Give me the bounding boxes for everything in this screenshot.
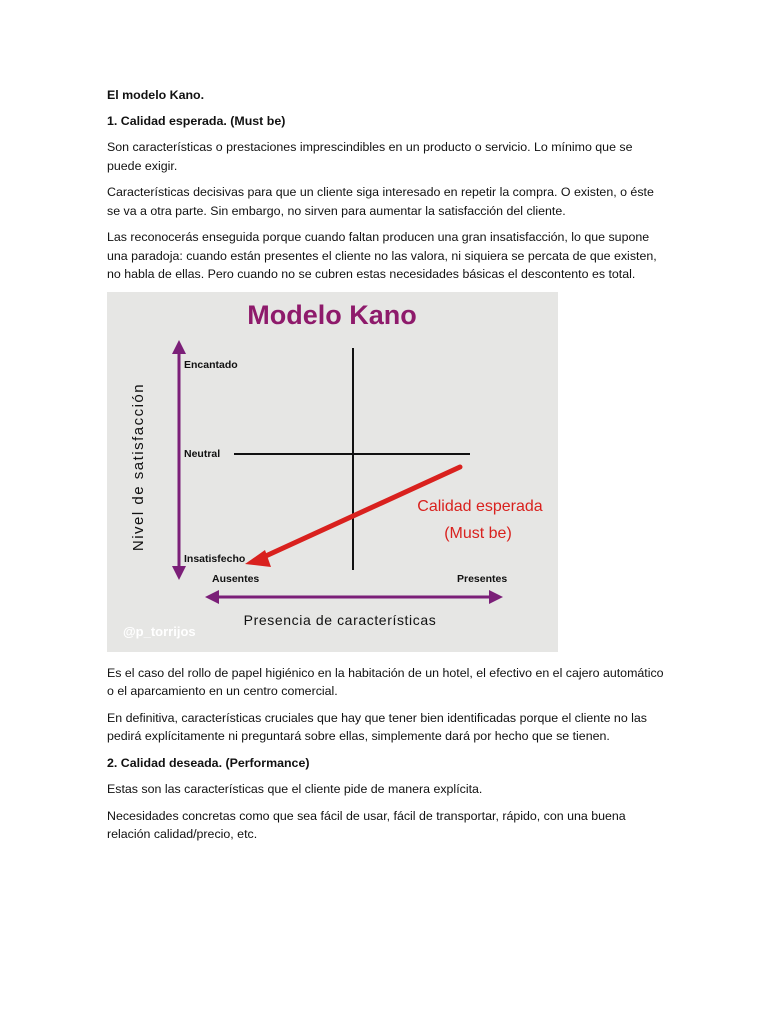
y-axis-label: Nivel de satisfacción (130, 382, 147, 551)
x-axis-label: Presencia de características (243, 611, 437, 628)
y-level-insatisfecho: Insatisfecho (184, 552, 246, 565)
watermark: @p_torrijos (123, 623, 196, 639)
paragraph: Necesidades concretas como que sea fácil de usar, fácil de transportar, rápido, con una buena relación calidad/precio, etc. (107, 808, 626, 841)
paragraph: Es el caso del rollo de papel higiénico en la habitación de un hotel, el efectivo en el cajero automático o el aparcamiento en un centro comercial. (107, 665, 664, 698)
paragraph: En definitiva, características cruciales que hay que tener bien identificadas porque el cliente no las pedirá explícitamente ni preguntará sobre ellas, simplemente dará por hecho que se tienen. (107, 710, 647, 743)
x-level-presentes: Presentes (457, 572, 508, 585)
figure-title: Modelo Kano (247, 299, 417, 330)
x-level-ausentes: Ausentes (212, 572, 260, 585)
section-1-heading: 1. Calidad esperada. (Must be) (107, 113, 286, 128)
paragraph: Las reconocerás enseguida porque cuando faltan producen una gran insatisfacción, lo que supone una paradoja: cuando están presentes el cliente no las valora, ni siquiera se percata de que existen, no habla de ellas. Pero cuando no se cubren estas necesidades básicas el descontento es total. (107, 230, 657, 281)
paragraph: Estas son las características que el cliente pide de manera explícita. (107, 782, 483, 796)
section-2-heading: 2. Calidad deseada. (Performance) (107, 755, 310, 770)
curve-label-line2: (Must be) (444, 524, 512, 542)
y-level-encantado: Encantado (184, 358, 238, 371)
document-body (107, 86, 667, 852)
kano-model-figure (107, 292, 558, 652)
kano-model-diagram (107, 292, 558, 652)
document-title: El modelo Kano. (107, 88, 205, 102)
paragraph: Son características o prestaciones imprescindibles en un producto o servicio. Lo mínimo que se puede exigir. (107, 140, 633, 173)
curve-label-line1: Calidad esperada (417, 497, 543, 515)
y-level-neutral: Neutral (184, 447, 221, 460)
paragraph: Características decisivas para que un cliente siga interesado en repetir la compra. O existen, o éste se va a otra parte. Sin embargo, no sirven para aumentar la satisfacción del cliente. (107, 185, 654, 218)
